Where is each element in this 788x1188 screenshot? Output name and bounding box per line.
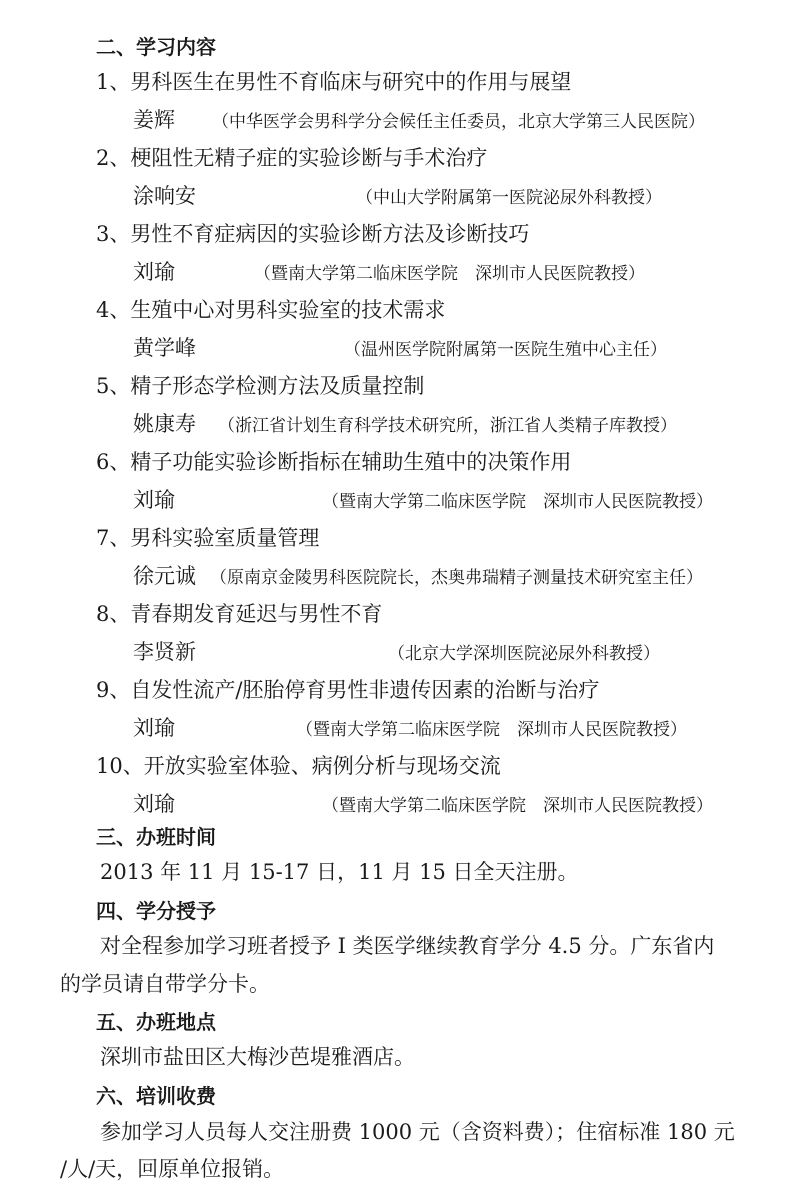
section-heading-location: 五、办班地点: [96, 1010, 216, 1034]
speaker-affiliation: （暨南大学第二临床医学院 深圳市人民医院教授）: [322, 492, 713, 512]
fees-text-line2: /人/天，回原单位报销。: [60, 1157, 285, 1181]
speaker-affiliation: （北京大学深圳医院泌尿外科教授）: [388, 644, 660, 664]
speaker-name: 涂响安: [133, 184, 196, 208]
speaker-name: 李贤新: [133, 640, 196, 664]
speaker-name: 刘瑜: [133, 792, 175, 816]
fees-text-line1: 参加学习人员每人交注册费 1000 元（含资料费）；住宿标准 180 元: [100, 1120, 735, 1144]
credit-text-line1: 对全程参加学习班者授予 I 类医学继续教育学分 4.5 分。广东省内: [100, 934, 715, 958]
topic-title: 6、精子功能实验诊断指标在辅助生殖中的决策作用: [96, 450, 572, 474]
speaker-name: 刘瑜: [133, 716, 175, 740]
topic-title: 2、梗阻性无精子症的实验诊断与手术治疗: [96, 146, 488, 170]
topic-title: 10、开放实验室体验、病例分析与现场交流: [96, 754, 501, 778]
topic-title: 7、男科实验室质量管理: [96, 526, 320, 550]
speaker-affiliation: （浙江省计划生育科学技术研究所，浙江省人类精子库教授）: [218, 416, 677, 436]
section-heading-credit: 四、学分授予: [96, 899, 216, 923]
speaker-affiliation: （中华医学会男科学分会候任主任委员，北京大学第三人民医院）: [212, 112, 705, 132]
location-text: 深圳市盐田区大梅沙芭堤雅酒店。: [100, 1045, 415, 1069]
speaker-affiliation: （暨南大学第二临床医学院 深圳市人民医院教授）: [296, 720, 687, 740]
speaker-name: 姜辉: [133, 108, 175, 132]
topic-title: 8、青春期发育延迟与男性不育: [96, 602, 383, 626]
topic-title: 1、男科医生在男性不育临床与研究中的作用与展望: [96, 70, 572, 94]
speaker-name: 姚康寿: [133, 412, 196, 436]
speaker-name: 徐元诚: [133, 564, 196, 588]
topic-title: 5、精子形态学检测方法及质量控制: [96, 374, 425, 398]
speaker-affiliation: （原南京金陵男科医院院长，杰奥弗瑞精子测量技术研究室主任）: [210, 568, 703, 588]
section-heading-time: 三、办班时间: [96, 825, 216, 849]
speaker-affiliation: （暨南大学第二临床医学院 深圳市人民医院教授）: [322, 796, 713, 816]
topic-title: 3、男性不育症病因的实验诊断方法及诊断技巧: [96, 222, 530, 246]
section-heading-content: 二、学习内容: [96, 35, 216, 59]
speaker-affiliation: （中山大学附属第一医院泌尿外科教授）: [356, 188, 662, 208]
topic-title: 4、生殖中心对男科实验室的技术需求: [96, 298, 446, 322]
speaker-name: 刘瑜: [133, 488, 175, 512]
credit-text-line2: 的学员请自带学分卡。: [60, 972, 270, 996]
speaker-name: 刘瑜: [133, 260, 175, 284]
topic-title: 9、自发性流产/胚胎停育男性非遗传因素的治断与治疗: [96, 678, 600, 702]
speaker-affiliation: （温州医学院附属第一医院生殖中心主任）: [344, 340, 667, 360]
speaker-name: 黄学峰: [133, 336, 196, 360]
schedule-text: 2013 年 11 月 15-17 日，11 月 15 日全天注册。: [100, 860, 579, 884]
section-heading-fees: 六、培训收费: [96, 1084, 216, 1108]
speaker-affiliation: （暨南大学第二临床医学院 深圳市人民医院教授）: [254, 264, 645, 284]
